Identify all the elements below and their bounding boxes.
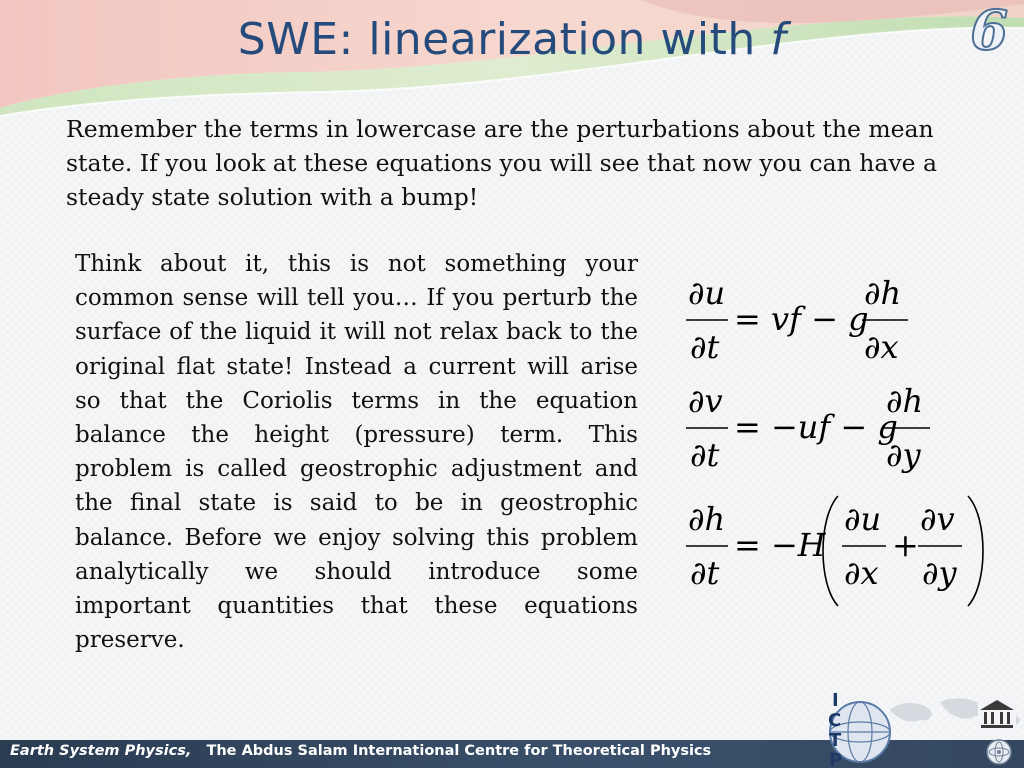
ictp-letter-t: T	[829, 730, 842, 751]
slide-number: 6	[970, 0, 1008, 62]
eq2-rhs: = −uf − g	[734, 408, 898, 446]
equation-2	[686, 382, 930, 474]
intro-paragraph: Remember the terms in lowercase are the perturbations about the mean state. If you look at these equations you will see that now you can have a steady state solution with a bump!	[66, 115, 938, 211]
eq3-plus: +	[892, 526, 919, 564]
eq3-numerator-2: ∂u	[844, 500, 882, 538]
slide-title	[0, 14, 1024, 65]
eq1-denominator: ∂t	[690, 328, 720, 366]
eq3-denominator-2: ∂x	[844, 554, 879, 592]
equations-block	[672, 268, 1002, 618]
equation-3	[686, 496, 983, 606]
title-main: SWE: linearization with	[237, 14, 771, 65]
iaea-emblem-icon	[982, 737, 1016, 767]
ictp-letter-i: I	[832, 690, 839, 711]
eq3-denominator-3: ∂y	[922, 554, 957, 592]
ictp-logo	[804, 688, 894, 768]
ictp-letter-c: C	[828, 710, 842, 731]
eq2-denominator: ∂t	[690, 436, 720, 474]
title-italic-f: f	[770, 14, 787, 65]
equations-svg	[672, 268, 1002, 618]
equation-1	[686, 274, 908, 366]
eq1-rhs: = vf − g	[734, 300, 869, 338]
body-paragraph: Think about it, this is not something your common sense will tell you… If you perturb the surface of the liquid it will not relax back to the original flat state! Instead a current will arise so that the Coriolis terms in the equation balance the height (pressure) term. This problem is called geostrophic adjustment and the final state is said to be in geostrophic balance. Before we enjoy solving this problem analytically we should introduce some important quantities that these equations preserve.	[75, 251, 638, 654]
footer-text	[10, 743, 711, 759]
eq3-rhs: = −H	[734, 526, 826, 564]
eq1-numerator-2: ∂h	[864, 274, 902, 312]
eq2-denominator-2: ∂y	[886, 436, 921, 474]
ictp-letter-p: P	[829, 750, 843, 768]
eq2-numerator: ∂v	[688, 382, 723, 420]
footer-left: Earth System Physics,	[10, 743, 192, 759]
eq3-denominator: ∂t	[690, 554, 720, 592]
eq1-numerator: ∂u	[688, 274, 726, 312]
eq3-numerator: ∂h	[688, 500, 726, 538]
eq3-right-paren	[968, 496, 983, 606]
unesco-temple-icon	[978, 696, 1016, 732]
eq2-numerator-2: ∂h	[886, 382, 924, 420]
eq1-denominator-2: ∂x	[864, 328, 899, 366]
footer-right: The Abdus Salam International Centre for Theoretical Physics	[191, 743, 712, 759]
eq3-numerator-3: ∂v	[920, 500, 955, 538]
